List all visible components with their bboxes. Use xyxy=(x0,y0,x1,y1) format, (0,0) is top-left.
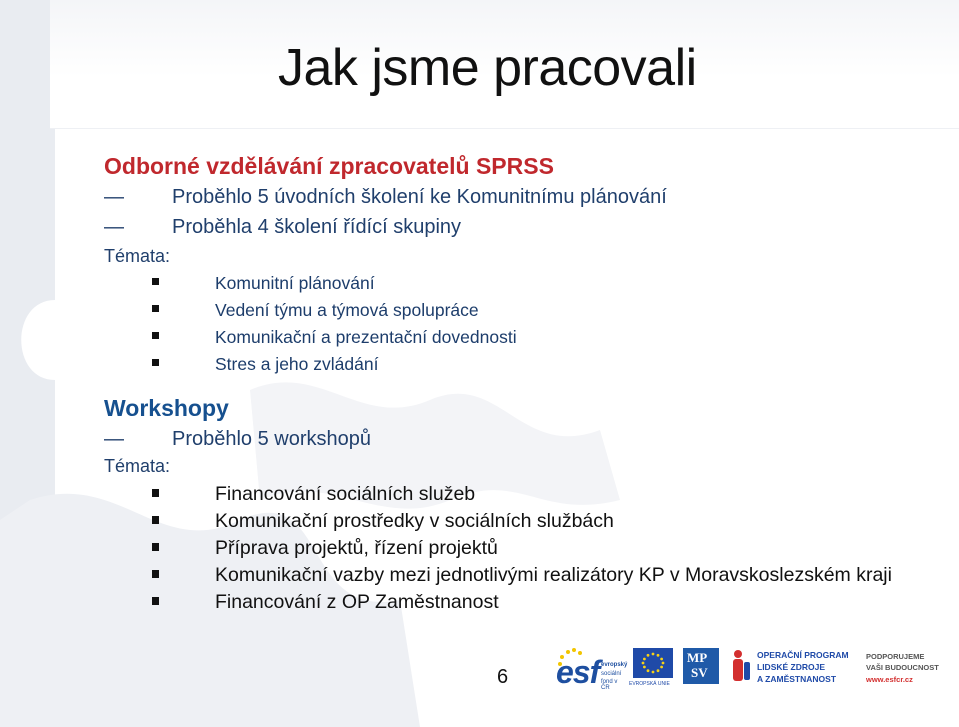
topic-text: Příprava projektů, řízení projektů xyxy=(215,537,498,559)
section1-dash-item xyxy=(104,186,944,212)
topic-text: Komunikační vazby mezi jednotlivými realizátory KP v Moravskoslezském kraji xyxy=(215,564,892,586)
topic-text: Financování z OP Zaměstnanost xyxy=(215,591,499,613)
esf-wordmark: esf xyxy=(556,654,600,690)
section2-topic-item xyxy=(104,510,944,534)
esf-caption-2: sociální xyxy=(601,671,622,677)
dash-marker: — xyxy=(104,216,124,238)
mpsv-top-text: MP xyxy=(687,650,708,665)
section2-heading: Workshopy xyxy=(104,395,229,421)
op-figure-icon xyxy=(730,648,752,686)
support-line-2: VAŠI BUDOUCNOST xyxy=(866,663,939,672)
section2-topic-item xyxy=(104,591,944,615)
op-line-1: OPERAČNÍ PROGRAM xyxy=(757,650,849,660)
square-bullet-icon xyxy=(152,570,159,578)
page-number: 6 xyxy=(497,666,509,688)
section2-topics-label: Témata: xyxy=(104,456,171,476)
op-lzz-logo xyxy=(730,648,860,688)
section1-topics-label: Témata: xyxy=(104,246,171,266)
section1-topic-item xyxy=(104,327,944,349)
dash-item-text: Proběhla 4 školení řídící skupiny xyxy=(172,216,462,238)
slide-title: Jak jsme pracovali xyxy=(278,39,697,97)
support-logo xyxy=(866,652,958,688)
square-bullet-icon xyxy=(152,597,159,605)
square-bullet-icon xyxy=(152,332,159,339)
topic-text: Komunikační prostředky v sociálních službách xyxy=(215,510,614,532)
dash-marker: — xyxy=(104,186,124,208)
eu-flag-icon xyxy=(633,648,673,678)
topic-text: Financování sociálních služeb xyxy=(215,483,476,505)
section2-topic-item xyxy=(104,483,944,507)
section2-topic-item xyxy=(104,537,944,561)
square-bullet-icon xyxy=(152,489,159,497)
mpsv-logo xyxy=(683,648,719,684)
section1-dash-item xyxy=(104,216,944,242)
sponsor-logos xyxy=(550,644,959,694)
support-line-1: PODPORUJEME xyxy=(866,652,925,661)
section2-dash-item xyxy=(104,428,944,454)
eu-caption: EVROPSKÁ UNIE xyxy=(629,681,670,687)
dash-marker: — xyxy=(104,428,124,450)
square-bullet-icon xyxy=(152,543,159,551)
esf-caption-1: evropský xyxy=(601,662,628,668)
dash-item-text: Proběhlo 5 workshopů xyxy=(172,428,372,450)
topic-text: Komunikační a prezentační dovednosti xyxy=(215,327,517,347)
mpsv-bottom-text: SV xyxy=(691,665,708,680)
section1-heading: Odborné vzdělávání zpracovatelů SPRSS xyxy=(104,153,554,179)
esf-caption-3: fond v ČR xyxy=(601,679,618,691)
topic-text: Komunitní plánování xyxy=(215,273,375,293)
square-bullet-icon xyxy=(152,278,159,285)
op-line-3: A ZAMĚSTNANOST xyxy=(757,674,837,684)
support-url: www.esfcr.cz xyxy=(866,675,913,684)
topic-text: Stres a jeho zvládání xyxy=(215,354,379,374)
section1-topic-item xyxy=(104,273,944,295)
esf-logo xyxy=(554,644,626,692)
topic-text: Vedení týmu a týmová spolupráce xyxy=(215,300,479,320)
square-bullet-icon xyxy=(152,359,159,366)
square-bullet-icon xyxy=(152,516,159,524)
op-line-2: LIDSKÉ ZDROJE xyxy=(757,662,826,672)
dash-item-text: Proběhlo 5 úvodních školení ke Komunitnímu plánování xyxy=(172,186,667,208)
section1-topic-item xyxy=(104,300,944,322)
square-bullet-icon xyxy=(152,305,159,312)
section1-topic-item xyxy=(104,354,944,376)
section2-topic-item xyxy=(104,564,944,588)
eu-flag-logo xyxy=(629,648,673,690)
